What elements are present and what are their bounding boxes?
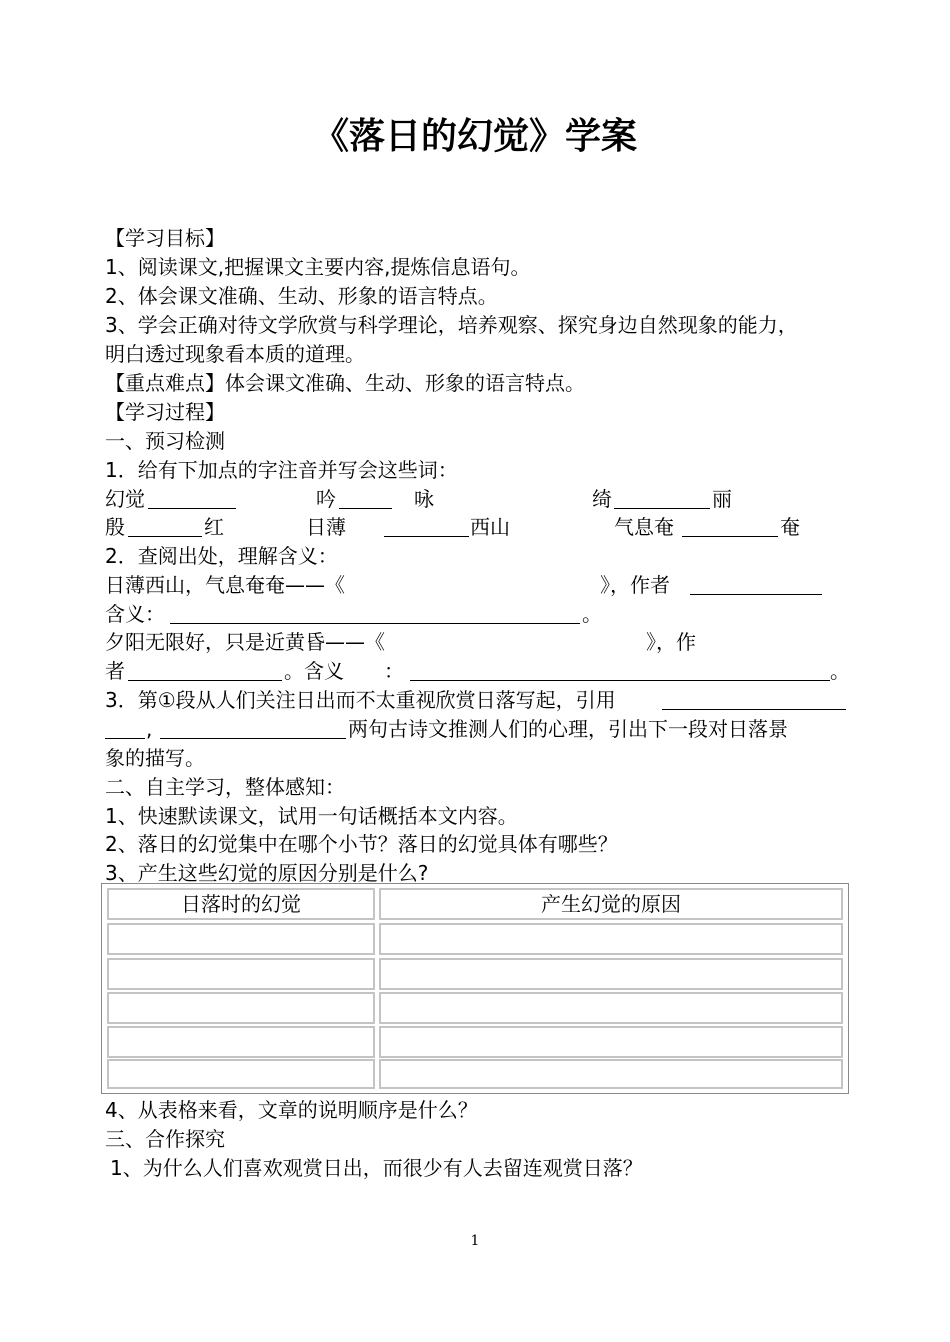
table-header-cause: 产生幻觉的原因 [379, 888, 843, 920]
objective-line: 1、阅读课文,把握课文主要内容,提炼信息语句。 [105, 255, 531, 279]
table-cell-illusion[interactable] [107, 1026, 375, 1058]
quote-close: 》，作者 [600, 573, 670, 597]
word-label: 咏 [414, 487, 434, 511]
period: 。 [830, 659, 850, 683]
answer-blank[interactable] [662, 709, 846, 710]
author-blank[interactable] [690, 594, 822, 595]
answer-blank[interactable] [105, 738, 145, 739]
section3-heading: 三、合作探究 [105, 1127, 225, 1151]
meaning-label: 。含义 ： [284, 659, 404, 683]
question-3-tail: 两句古诗文推测人们的心理，引出下一段对日落景 [348, 717, 788, 741]
answer-blank[interactable] [384, 536, 469, 537]
question-1: 1．给有下加点的字注音并写会这些词： [105, 458, 458, 482]
table-cell-cause[interactable] [379, 992, 843, 1024]
illusion-table [101, 883, 849, 1094]
word-label: 奄 [780, 515, 800, 539]
page-title: 《落日的幻觉》学案 [312, 116, 637, 157]
author-prefix: 者 [105, 659, 125, 683]
table-cell-cause[interactable] [379, 1059, 843, 1089]
table-header-illusion: 日落时的幻觉 [107, 888, 375, 920]
comma: , [146, 717, 153, 741]
meaning-blank[interactable] [410, 680, 830, 681]
word-label: 日薄 [306, 515, 346, 539]
meaning-label: 含义： [105, 602, 165, 626]
process-heading: 【学习过程】 [105, 400, 225, 424]
page-number: 1 [470, 1233, 480, 1249]
answer-blank[interactable] [160, 738, 346, 739]
table-cell-cause[interactable] [379, 923, 843, 955]
period: 。 [582, 602, 602, 626]
answer-blank[interactable] [148, 508, 236, 509]
quote-close: 》，作 [646, 630, 696, 654]
quote-text: 日薄西山，气息奄奄——《 [105, 573, 345, 597]
objective-line: 3、学会正确对待文学欣赏与科学理论，培养观察、探究身边自然现象的能力， [105, 313, 798, 337]
section2-heading: 二、自主学习，整体感知： [105, 775, 345, 799]
author-blank[interactable] [128, 680, 282, 681]
meaning-blank[interactable] [170, 623, 580, 624]
word-label: 西山 [470, 515, 510, 539]
answer-blank[interactable] [128, 536, 202, 537]
table-cell-illusion[interactable] [107, 1059, 375, 1089]
task-item: 1、快速默读课文，试用一句话概括本文内容。 [105, 804, 518, 828]
objective-line: 2、体会课文准确、生动、形象的语言特点。 [105, 284, 498, 308]
question-3: 3．第①段从人们关注日出而不太重视欣赏日落写起，引用 [105, 688, 616, 712]
inquiry-question-1: 1、为什么人们喜欢观赏日出，而很少有人去留连观赏日落？ [110, 1156, 643, 1180]
objective-line: 明白透过现象看本质的道理。 [105, 342, 365, 366]
word-label: 气息奄 [614, 515, 674, 539]
objectives-heading: 【学习目标】 [105, 226, 225, 250]
table-cell-illusion[interactable] [107, 992, 375, 1024]
table-cell-illusion[interactable] [107, 958, 375, 990]
quote-text: 夕阳无限好，只是近黄昏——《 [105, 630, 385, 654]
table-cell-cause[interactable] [379, 1026, 843, 1058]
question-4: 4、从表格来看，文章的说明顺序是什么？ [105, 1098, 478, 1122]
word-label: 红 [204, 515, 224, 539]
table-cell-cause[interactable] [379, 958, 843, 990]
answer-blank[interactable] [339, 508, 392, 509]
task-item: 3、产生这些幻觉的原因分别是什么? [105, 861, 429, 885]
question-2: 2．查阅出处，理解含义： [105, 544, 338, 568]
word-label: 殷 [105, 515, 125, 539]
answer-blank[interactable] [682, 536, 778, 537]
answer-blank[interactable] [614, 508, 710, 509]
word-label: 吟 [316, 487, 336, 511]
word-label: 丽 [712, 487, 732, 511]
question-3-end: 象的描写。 [105, 746, 205, 770]
task-item: 2、落日的幻觉集中在哪个小节？落日的幻觉具体有哪些？ [105, 832, 618, 856]
table-cell-illusion[interactable] [107, 923, 375, 955]
word-label: 幻觉 [105, 487, 145, 511]
section1-heading: 一、预习检测 [105, 429, 225, 453]
word-label: 绮 [592, 487, 612, 511]
key-points: 【重点难点】体会课文准确、生动、形象的语言特点。 [105, 371, 585, 395]
